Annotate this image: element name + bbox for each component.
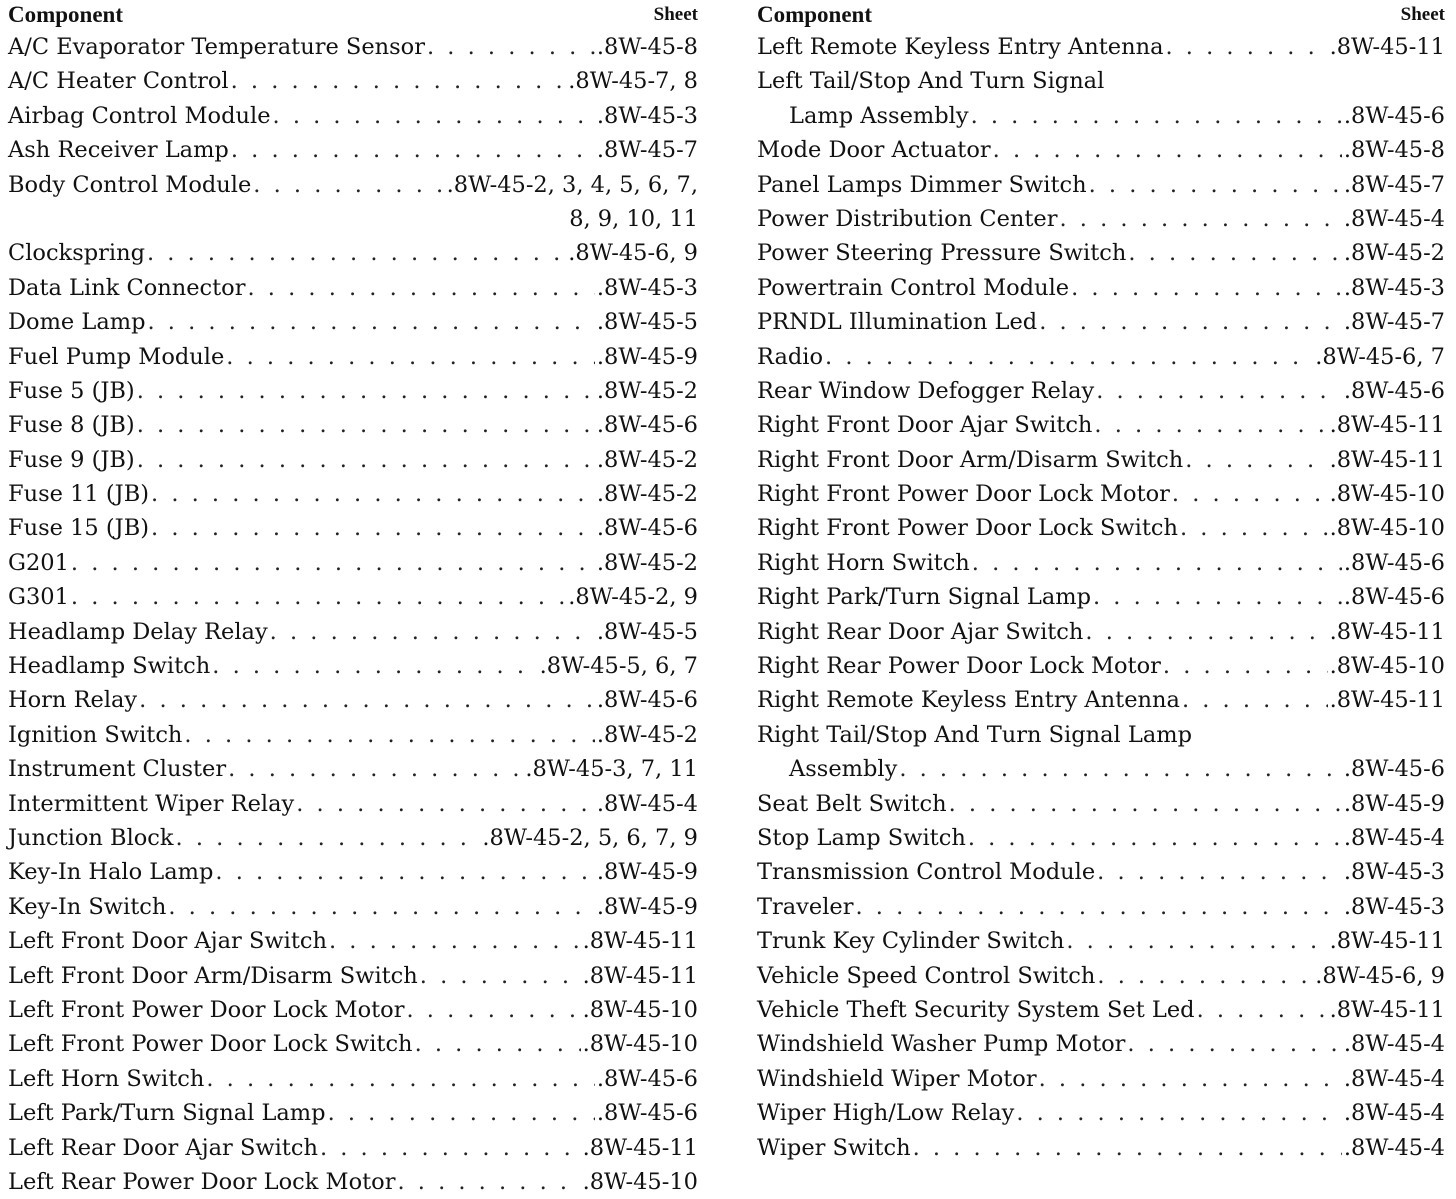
sheet-reference: .8W-45-11 <box>582 1134 698 1161</box>
sheet-reference: .8W-45-4 <box>1343 1065 1445 1092</box>
right-index-column <box>757 0 1445 1165</box>
sheet-reference: .8W-45-5 <box>596 309 698 336</box>
component-heading: Component <box>8 2 124 27</box>
component-name: Vehicle Speed Control Switch <box>757 962 1096 989</box>
index-entry <box>8 1027 698 1061</box>
dot-leader <box>71 546 595 580</box>
dot-leader <box>1163 649 1328 683</box>
index-entry <box>757 511 1445 545</box>
index-entry <box>757 30 1445 64</box>
sheet-reference: .8W-45-11 <box>582 962 698 989</box>
dot-leader <box>71 580 566 614</box>
index-entry <box>8 580 698 614</box>
sheet-reference: .8W-45-4 <box>1343 824 1445 851</box>
dot-leader <box>296 787 595 821</box>
sheet-reference: .8W-45-6 <box>596 412 698 439</box>
dot-leader <box>968 821 1342 855</box>
dot-leader <box>1085 615 1327 649</box>
index-entry <box>8 305 698 339</box>
sheet-reference: .8W-45-11 <box>582 928 698 955</box>
index-entry <box>8 683 698 717</box>
index-entry <box>8 511 698 545</box>
component-heading: Component <box>757 2 873 27</box>
component-name: Key-In Switch <box>8 893 167 920</box>
component-name: A/C Heater Control <box>8 68 229 95</box>
component-name: Mode Door Actuator <box>757 137 991 164</box>
left-column-header <box>8 0 698 30</box>
index-entry <box>8 1131 698 1165</box>
component-name: Right Front Door Ajar Switch <box>757 412 1093 439</box>
dot-leader <box>228 752 523 786</box>
dot-leader <box>1097 855 1342 889</box>
component-name: Right Horn Switch <box>757 549 970 576</box>
component-name: Trunk Key Cylinder Switch <box>757 928 1065 955</box>
dot-leader <box>427 30 595 64</box>
component-name: Clockspring <box>8 240 145 267</box>
component-name: Power Distribution Center <box>757 205 1058 232</box>
sheet-reference: .8W-45-11 <box>1329 928 1445 955</box>
index-entry <box>8 64 698 98</box>
component-name: Windshield Washer Pump Motor <box>757 1031 1126 1058</box>
sheet-reference: .8W-45-7 <box>1343 171 1445 198</box>
index-entry <box>8 99 698 133</box>
sheet-reference: .8W-45-2 <box>596 721 698 748</box>
sheet-heading: Sheet <box>1400 4 1445 25</box>
index-entry <box>8 168 698 202</box>
dot-leader <box>151 477 595 511</box>
component-name: Left Front Door Arm/Disarm Switch <box>8 962 418 989</box>
component-name: A/C Evaporator Temperature Sensor <box>8 34 425 60</box>
dot-leader <box>151 511 595 545</box>
sheet-reference: .8W-45-3 <box>1343 859 1445 886</box>
sheet-reference: .8W-45-3 <box>1343 893 1445 920</box>
dot-leader <box>147 305 594 339</box>
component-name: Junction Block <box>8 824 174 851</box>
component-name: Headlamp Delay Relay <box>8 618 268 645</box>
index-entry <box>757 1027 1445 1061</box>
dot-leader <box>137 443 595 477</box>
sheet-reference: .8W-45-7 <box>1343 309 1445 336</box>
sheet-reference: .8W-45-11 <box>1329 34 1445 60</box>
sheet-reference: .8W-45-9 <box>596 343 698 370</box>
index-entry <box>8 408 698 442</box>
sheet-reference: .8W-45-7, 8 <box>568 68 698 95</box>
dot-leader <box>137 408 595 442</box>
sheet-reference: .8W-45-4 <box>1343 205 1445 232</box>
component-name: Transmission Control Module <box>757 859 1096 886</box>
index-entry <box>757 374 1445 408</box>
sheet-reference: .8W-45-11 <box>1329 412 1445 439</box>
component-name: Horn Relay <box>8 687 138 714</box>
component-name: Left Front Power Door Lock Switch <box>8 1031 413 1058</box>
index-entry <box>757 752 1445 786</box>
index-entry <box>757 168 1445 202</box>
index-entry <box>757 615 1445 649</box>
index-entry <box>8 890 698 924</box>
component-name: Assembly <box>789 756 898 783</box>
dot-leader <box>1093 580 1342 614</box>
sheet-reference: .8W-45-6 <box>1343 584 1445 611</box>
dot-leader <box>1180 511 1328 545</box>
index-entry <box>8 443 698 477</box>
left-index-column <box>8 0 698 1199</box>
component-name: Right Front Power Door Lock Switch <box>757 515 1178 542</box>
sheet-reference: .8W-45-10 <box>1329 653 1445 680</box>
right-column-header <box>757 0 1445 30</box>
sheet-reference: .8W-45-6 <box>596 1100 698 1127</box>
dot-leader <box>226 340 595 374</box>
index-entry <box>8 993 698 1027</box>
sheet-reference: .8W-45-2 <box>596 377 698 404</box>
dot-leader <box>1197 993 1328 1027</box>
index-entry <box>8 1096 698 1130</box>
dot-leader <box>1127 1027 1341 1061</box>
dot-leader <box>215 855 595 889</box>
sheet-reference: .8W-45-3, 7, 11 <box>525 756 698 783</box>
sheet-reference: .8W-45-10 <box>1329 515 1445 542</box>
sheet-reference: .8W-45-5, 6, 7 <box>539 653 698 680</box>
component-name: Left Park/Turn Signal Lamp <box>8 1100 326 1127</box>
index-entry <box>757 340 1445 374</box>
sheet-reference: .8W-45-6 <box>1343 377 1445 404</box>
sheet-reference: .8W-45-6 <box>1343 756 1445 783</box>
dot-leader <box>1089 168 1342 202</box>
component-name: Airbag Control Module <box>8 102 271 129</box>
component-name: Fuse 11 (JB) <box>8 481 150 508</box>
index-entry <box>8 752 698 786</box>
sheet-reference: .8W-45-10 <box>1329 481 1445 508</box>
dot-leader <box>1182 683 1328 717</box>
component-name: Right Park/Turn Signal Lamp <box>757 584 1091 611</box>
dot-leader <box>825 340 1313 374</box>
right-entry-list <box>757 30 1445 1165</box>
index-entry <box>8 1165 698 1199</box>
component-name: Left Front Power Door Lock Motor <box>8 996 405 1023</box>
sheet-reference: .8W-45-7 <box>596 137 698 164</box>
index-entry <box>8 271 698 305</box>
index-entry <box>757 443 1445 477</box>
dot-leader <box>231 133 595 167</box>
sheet-reference: .8W-45-6, 7 <box>1315 343 1445 370</box>
component-name: Data Link Connector <box>8 274 246 301</box>
sheet-reference: .8W-45-4 <box>1343 1134 1445 1161</box>
index-entry <box>8 374 698 408</box>
sheet-reference: .8W-45-6, 9 <box>568 240 698 267</box>
dot-leader <box>397 1165 580 1199</box>
index-entry <box>8 477 698 511</box>
dot-leader <box>949 787 1342 821</box>
dot-leader <box>415 1027 581 1061</box>
sheet-reference: .8W-45-6 <box>1343 549 1445 576</box>
index-entry <box>757 890 1445 924</box>
dot-leader <box>1172 477 1328 511</box>
dot-leader <box>147 236 566 270</box>
dot-leader <box>176 821 481 855</box>
component-name: Seat Belt Switch <box>757 790 947 817</box>
component-name: Instrument Cluster <box>8 756 227 783</box>
sheet-reference: .8W-45-3 <box>596 274 698 301</box>
component-name: Left Tail/Stop And Turn Signal <box>757 68 1105 95</box>
left-entry-list <box>8 30 698 1199</box>
dot-leader <box>328 1096 595 1130</box>
dot-leader <box>1039 1062 1342 1096</box>
component-name: Intermittent Wiper Relay <box>8 790 295 817</box>
component-name: PRNDL Illumination Led <box>757 309 1038 336</box>
sheet-reference: 8, 9, 10, 11 <box>569 205 698 232</box>
index-entry <box>757 408 1445 442</box>
sheet-reference: .8W-45-8 <box>596 34 698 60</box>
index-entry <box>757 1062 1445 1096</box>
component-name: Headlamp Switch <box>8 653 211 680</box>
sheet-reference: .8W-45-2, 9 <box>568 584 698 611</box>
component-name: Right Remote Keyless Entry Antenna <box>757 687 1180 714</box>
sheet-reference: .8W-45-2 <box>596 549 698 576</box>
dot-leader <box>855 890 1341 924</box>
component-name: Powertrain Control Module <box>757 274 1070 301</box>
component-name: Windshield Wiper Motor <box>757 1065 1037 1092</box>
sheet-reference: .8W-45-4 <box>1343 1031 1445 1058</box>
index-entry <box>8 340 698 374</box>
component-name: Right Front Door Arm/Disarm Switch <box>757 446 1184 473</box>
sheet-reference: .8W-45-6, 9 <box>1315 962 1445 989</box>
component-name: Ash Receiver Lamp <box>8 137 229 164</box>
dot-leader <box>1185 443 1327 477</box>
component-name: Vehicle Theft Security System Set Led <box>757 996 1195 1023</box>
sheet-reference: .8W-45-2 <box>1343 240 1445 267</box>
component-name: Left Rear Door Ajar Switch <box>8 1134 318 1161</box>
dot-leader <box>137 374 595 408</box>
dot-leader <box>1128 236 1342 270</box>
component-name: Power Steering Pressure Switch <box>757 240 1127 267</box>
sheet-reference: .8W-45-2 <box>596 446 698 473</box>
dot-leader <box>406 993 580 1027</box>
component-name: Left Front Door Ajar Switch <box>8 928 327 955</box>
component-name: Fuel Pump Module <box>8 343 225 370</box>
dot-leader <box>231 64 567 98</box>
dot-leader <box>247 271 594 305</box>
index-entry <box>757 1131 1445 1165</box>
sheet-reference: .8W-45-11 <box>1329 996 1445 1023</box>
sheet-reference: .8W-45-5 <box>596 618 698 645</box>
component-name: Panel Lamps Dimmer Switch <box>757 171 1087 198</box>
sheet-reference: .8W-45-10 <box>582 1031 698 1058</box>
dot-leader <box>212 649 537 683</box>
sheet-reference: .8W-45-3 <box>596 102 698 129</box>
dot-leader <box>913 1131 1342 1165</box>
dot-leader <box>273 99 595 133</box>
sheet-reference: .8W-45-9 <box>596 859 698 886</box>
component-name: Right Front Power Door Lock Motor <box>757 481 1170 508</box>
sheet-reference: .8W-45-6 <box>596 687 698 714</box>
component-name: Radio <box>757 343 824 370</box>
index-entry <box>8 236 698 270</box>
dot-leader <box>1060 202 1342 236</box>
dot-leader <box>420 959 581 993</box>
dot-leader <box>184 718 594 752</box>
component-name: Traveler <box>757 893 854 920</box>
dot-leader <box>270 615 595 649</box>
dot-leader <box>329 924 581 958</box>
sheet-reference: .8W-45-8 <box>1343 137 1445 164</box>
dot-leader <box>1096 374 1342 408</box>
component-name: Right Rear Door Ajar Switch <box>757 618 1084 645</box>
dot-leader <box>993 133 1342 167</box>
index-entry <box>757 64 1445 98</box>
dot-leader <box>899 752 1342 786</box>
dot-leader <box>972 546 1342 580</box>
component-name: Ignition Switch <box>8 721 183 748</box>
component-name: Right Tail/Stop And Turn Signal Lamp <box>757 721 1192 748</box>
index-entry <box>757 477 1445 511</box>
sheet-reference: .8W-45-6 <box>1343 102 1445 129</box>
dot-leader <box>206 1062 595 1096</box>
index-entry <box>8 1062 698 1096</box>
dot-leader <box>1165 30 1327 64</box>
component-name: Wiper Switch <box>757 1134 911 1161</box>
index-entry <box>757 959 1445 993</box>
sheet-reference: .8W-45-2, 3, 4, 5, 6, 7, <box>446 171 698 198</box>
component-name: Rear Window Defogger Relay <box>757 377 1095 404</box>
index-entry <box>8 821 698 855</box>
sheet-reference: .8W-45-9 <box>1343 790 1445 817</box>
dot-leader <box>168 890 595 924</box>
index-entry <box>8 959 698 993</box>
component-name: Lamp Assembly <box>789 102 969 129</box>
index-entry <box>757 787 1445 821</box>
dot-leader <box>1016 1096 1342 1130</box>
component-name: Fuse 15 (JB) <box>8 515 150 542</box>
dot-leader <box>253 168 444 202</box>
component-name: Left Horn Switch <box>8 1065 205 1092</box>
sheet-reference: .8W-45-2 <box>596 481 698 508</box>
component-name: Fuse 5 (JB) <box>8 377 135 404</box>
component-name: Key-In Halo Lamp <box>8 859 214 886</box>
index-entry <box>757 271 1445 305</box>
index-entry <box>8 546 698 580</box>
index-entry <box>757 855 1445 889</box>
sheet-reference: .8W-45-11 <box>1329 618 1445 645</box>
component-name: Fuse 8 (JB) <box>8 412 135 439</box>
dot-leader <box>320 1131 581 1165</box>
index-entry <box>757 649 1445 683</box>
sheet-reference: .8W-45-6 <box>596 515 698 542</box>
index-entry <box>757 993 1445 1027</box>
index-entry <box>8 855 698 889</box>
index-entry <box>757 683 1445 717</box>
sheet-reference: .8W-45-4 <box>1343 1100 1445 1127</box>
dot-leader <box>1039 305 1342 339</box>
index-entry <box>8 615 698 649</box>
index-entry <box>757 821 1445 855</box>
index-entry <box>8 787 698 821</box>
index-entry <box>8 924 698 958</box>
index-entry <box>8 649 698 683</box>
index-entry <box>757 1096 1445 1130</box>
sheet-reference: .8W-45-11 <box>1329 446 1445 473</box>
sheet-reference: .8W-45-4 <box>596 790 698 817</box>
component-name: Left Rear Power Door Lock Motor <box>8 1168 396 1195</box>
index-entry <box>8 718 698 752</box>
dot-leader <box>1097 959 1313 993</box>
component-name: G301 <box>8 584 69 611</box>
component-name: G201 <box>8 549 69 576</box>
index-entry <box>8 202 698 236</box>
index-entry <box>757 236 1445 270</box>
dot-leader <box>1066 924 1327 958</box>
component-name: Fuse 9 (JB) <box>8 446 135 473</box>
sheet-reference: .8W-45-9 <box>596 893 698 920</box>
sheet-reference: .8W-45-10 <box>582 1168 698 1195</box>
index-entry <box>757 133 1445 167</box>
component-name: Stop Lamp Switch <box>757 824 966 851</box>
component-name: Wiper High/Low Relay <box>757 1100 1015 1127</box>
component-name: Dome Lamp <box>8 309 146 336</box>
index-entry <box>757 305 1445 339</box>
index-entry <box>8 30 698 64</box>
index-entry <box>8 133 698 167</box>
dot-leader <box>139 683 595 717</box>
sheet-reference: .8W-45-11 <box>1329 687 1445 714</box>
sheet-reference: .8W-45-2, 5, 6, 7, 9 <box>482 824 698 851</box>
sheet-heading: Sheet <box>653 4 698 25</box>
dot-leader <box>1071 271 1342 305</box>
dot-leader <box>1094 408 1327 442</box>
component-name: Left Remote Keyless Entry Antenna <box>757 34 1164 60</box>
sheet-reference: .8W-45-3 <box>1343 274 1445 301</box>
index-entry <box>757 99 1445 133</box>
index-entry <box>757 580 1445 614</box>
component-name: Right Rear Power Door Lock Motor <box>757 653 1161 680</box>
dot-leader <box>971 99 1342 133</box>
index-entry <box>757 202 1445 236</box>
index-entry <box>757 718 1445 752</box>
sheet-reference: .8W-45-10 <box>582 996 698 1023</box>
index-entry <box>757 924 1445 958</box>
sheet-reference: .8W-45-6 <box>596 1065 698 1092</box>
component-name: Body Control Module <box>8 171 252 198</box>
index-entry <box>757 546 1445 580</box>
